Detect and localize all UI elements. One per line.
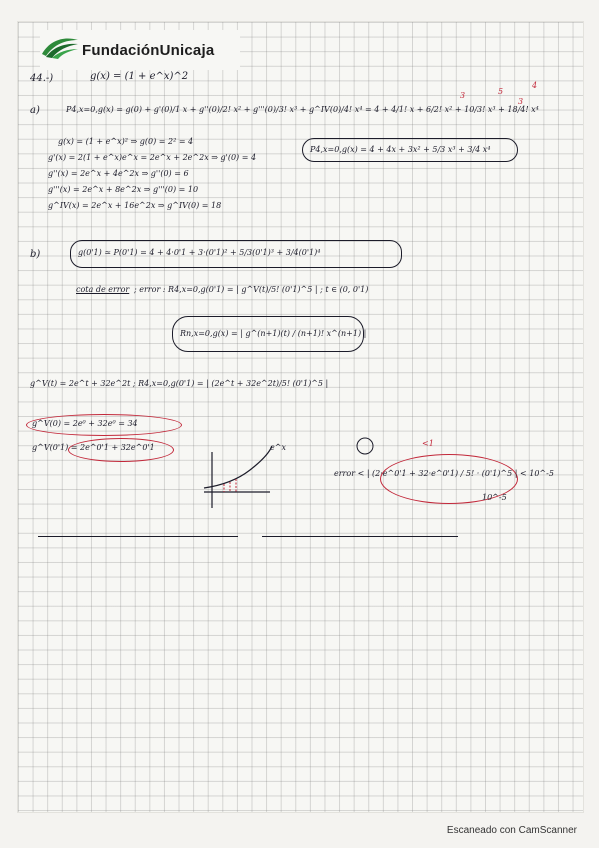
problem-number: 44.-) (30, 73, 54, 84)
derivative-line: g^IV(x) = 2e^x + 16e^2x ⇒ g^IV(0) = 18 (48, 201, 222, 210)
red-note: 4 (532, 81, 538, 90)
brand-name: FundaciónUnicaja (82, 42, 215, 59)
graph-curve-label: e^x (270, 443, 286, 452)
derivative-line: g'''(x) = 2e^x + 8e^2x ⇒ g'''(0) = 10 (48, 185, 199, 194)
final-error-bound: error < | (2·e^0'1 + 32·e^0'1) / 5! · (0'1)^5 | < 10^-5 (334, 469, 554, 478)
fifth-derivative-line: g^V(t) = 2e^t + 32e^2t ; R4,x=0,g(0'1) = | (2e^t + 32e^2t)/5! (0'1)^5 | (30, 379, 329, 388)
red-note: 3 (518, 97, 524, 106)
derivative-line: g'(x) = 2(1 + e^x)e^x = 2e^x + 2e^2x ⇒ g'(0) = 4 (48, 153, 257, 162)
general-remainder-formula: Rn,x=0,g(x) = | g^(n+1)(t) / (n+1)! x^(n+1) | (180, 329, 367, 338)
red-note: <1 (422, 439, 434, 448)
red-note: 3 (460, 91, 466, 100)
separator-line (262, 536, 458, 537)
fifth-derivative-at-point: g^V(0'1) = 2e^0'1 + 32e^0'1 (32, 443, 155, 452)
error-expression: ; error : R4,x=0,g(0'1) = | g^V(t)/5! (0'1)^5 | ; t ∈ (0, 0'1) (134, 285, 369, 294)
error-bound-title: cota de error (76, 285, 130, 294)
fifth-derivative-at-zero: g^V(0) = 2e⁰ + 32e⁰ = 34 (32, 419, 138, 428)
part-b-label: b) (30, 249, 41, 260)
approximation-value: g(0'1) ≃ P(0'1) = 4 + 4·0'1 + 3·(0'1)² + 5/3(0'1)³ + 3/4(0'1)⁴ (78, 248, 321, 257)
grid-paper-sheet (18, 22, 583, 812)
scanner-watermark: Escaneado con CamScanner (446, 825, 577, 836)
function-definition: g(x) = (1 + e^x)^2 (90, 71, 189, 82)
derivative-line: g(x) = (1 + e^x)² ⇒ g(0) = 2² = 4 (58, 137, 194, 146)
taylor-expansion: P4,x=0,g(x) = g(0) + g'(0)/1 x + g''(0)/2! x² + g'''(0)/3! x³ + g^IV(0)/4! x⁴ = 4 + 4/1! x + 6/2! x² + 10/3! x³ + 18/4! x⁴ (66, 105, 539, 114)
small-note: 10^-5 (482, 493, 507, 502)
red-note: 5 (498, 87, 504, 96)
taylor-polynomial-result: P4,x=0,g(x) = 4 + 4x + 3x² + 5/3 x³ + 3/4 x⁴ (310, 145, 491, 154)
part-a-label: a) (30, 105, 40, 116)
separator-line (38, 536, 238, 537)
derivative-line: g''(x) = 2e^x + 4e^2x ⇒ g''(0) = 6 (48, 169, 189, 178)
exponential-sketch-graph (18, 22, 583, 812)
